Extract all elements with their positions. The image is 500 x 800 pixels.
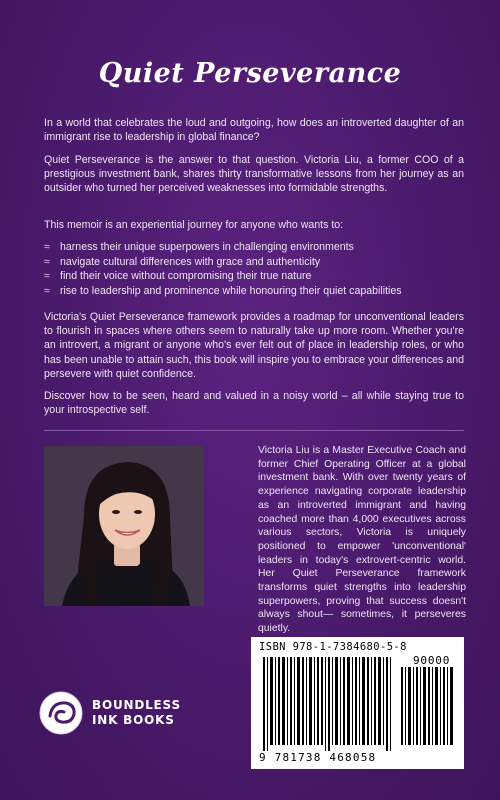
list-intro: This memoir is an experiential journey for anyone who wants to: — [44, 219, 344, 231]
barcode-panel — [251, 637, 464, 769]
wave-bullet-icon: ≈ — [44, 241, 50, 253]
list-item: ≈ harness their unique superpowers in challenging environments — [44, 241, 354, 253]
price-code: 90000 — [413, 654, 451, 667]
benefit-list — [44, 240, 464, 298]
list-item: ≈ rise to leadership and prominence while honouring their quiet capabilities — [44, 284, 402, 297]
section-divider — [44, 430, 464, 431]
publisher-name: BOUNDLESS INK BOOKS — [92, 698, 181, 727]
barcode-bars-icon — [259, 657, 459, 751]
list-item: ≈ find their voice without compromising their true nature — [44, 270, 312, 283]
author-bio: Victoria Liu is a Master Executive Coach and former Chief Operating Officer at a global investment bank. With over twenty years of experience navigating corporate leadership as an introverted immigrant and having coached more than 4,000 executives across various sectors, Victoria is uniquely positioned to empower 'unconventional' leaders in today's extrovert-centric world. Her Quiet Perseverance framework transforms quiet strengths into leadership superpowers, proving that success doesn't always shout— sometimes, it perseveres quietly. — [258, 445, 466, 635]
wave-bullet-icon: ≈ — [44, 270, 50, 283]
author-photo — [44, 446, 204, 606]
description-paragraph: Quiet Perseverance is the answer to that question. Victoria Liu, a former COO of a prestigious investment bank, shares thirty transformative lessons from her journey as an outsider who turned her perceived weaknesses into formidable strengths. — [44, 154, 464, 195]
isbn-label: ISBN 978-1-7384680-5-8 — [259, 641, 407, 653]
wave-bullet-icon: ≈ — [44, 284, 50, 297]
publisher-logo — [38, 690, 181, 736]
intro-paragraph: In a world that celebrates the loud and outgoing, how does an introverted daughter of an immigrant rise to leadership in global finance? — [44, 117, 464, 144]
barcode-digits: 9 781738 468058 — [259, 751, 377, 764]
list-item: ≈ navigate cultural differences with grace and authenticity — [44, 255, 321, 268]
publisher-swirl-icon — [38, 690, 84, 736]
closing-paragraph: Discover how to be seen, heard and valued in a noisy world – all while staying true to your introspective self. — [44, 390, 464, 417]
book-title: Quiet Perseverance — [98, 58, 402, 89]
wave-bullet-icon: ≈ — [44, 255, 50, 268]
framework-paragraph: Victoria's Quiet Perseverance framework provides a roadmap for unconventional leaders to flourish in spaces where others seem to naturally take up more room. Whether you're an introvert, a migrant or anyone who's ever felt out of place in leadership roles, or who has been unable to attain such, this book will inspire you to embrace your differences and persevere with quiet confidence. — [44, 311, 464, 380]
